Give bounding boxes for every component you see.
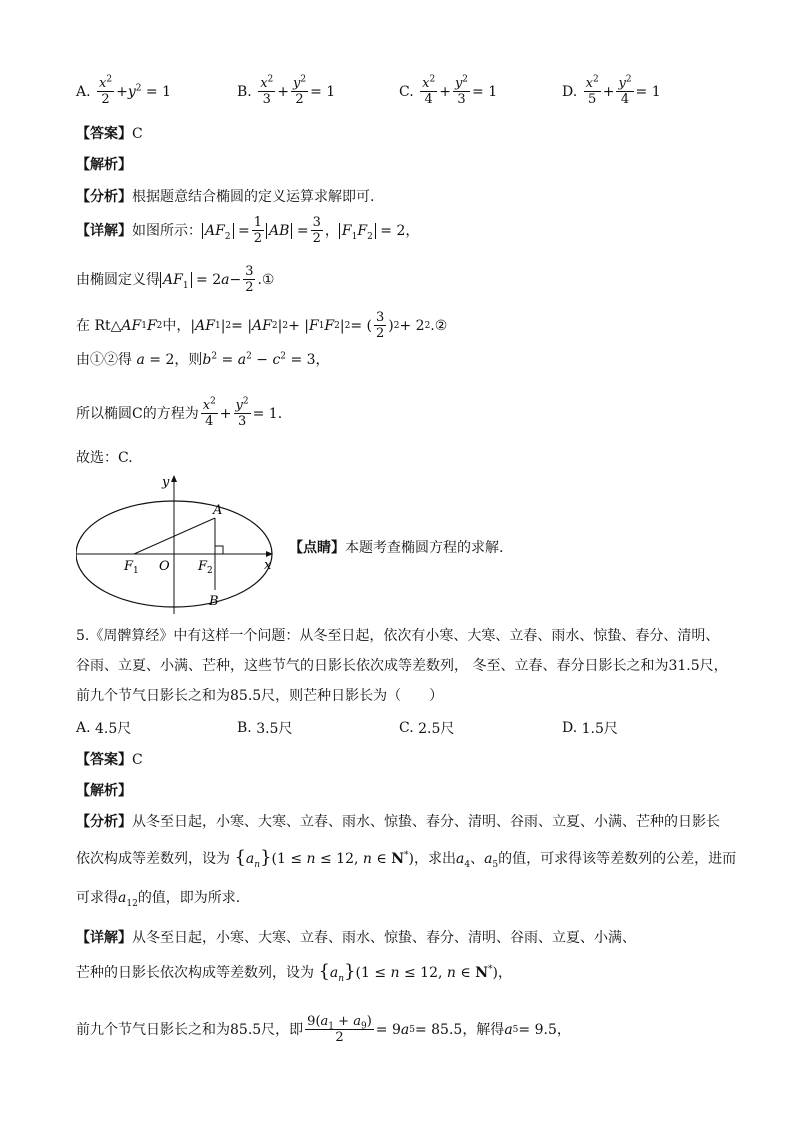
abs-af2: $AF_2$ [202, 223, 234, 239]
answer-tag: 【答案】 [76, 126, 132, 142]
q5-option-b [237, 718, 292, 738]
solve-prefix: 由①②得 [76, 352, 132, 368]
label-y: y [162, 475, 170, 490]
q5-answer [76, 750, 143, 770]
abs-f1f2: $F_1F_2$ [339, 223, 376, 239]
q5-stem-text: 5.《周髀算经》中有这样一个问题：从冬至日起，依次有小寒、大寒、立春、雨水、惊蛰、春分、清明、 [76, 628, 720, 644]
fraction: $\frac{3}{2}$ [245, 264, 254, 295]
q4-answer [76, 124, 143, 144]
q5-stem-text: 前九个节气日影长之和为85.5尺，则芒种日影长为（ ） [76, 688, 444, 704]
option-letter: C. [399, 83, 414, 100]
q4-analysis-tag [76, 155, 132, 175]
q4-fenxi [76, 187, 374, 207]
label-x: x [264, 558, 272, 573]
sequence-notation: $\{a_n\}(1 \le n \le 12$, n ∈ N*) [318, 961, 498, 984]
math-expr: $+y^2 = 1$ [116, 82, 172, 100]
option-c: C. $\frac{x^2}{4}$ + $\frac{y^2}{3}$ = 1 [399, 74, 498, 107]
dianjing-text: 本题考查椭圆方程的求解. [345, 540, 504, 556]
analysis-tag: 【解析】 [76, 783, 132, 799]
fraction: $\frac{3}{2}$ [375, 310, 385, 341]
q5-option-a [76, 718, 131, 738]
label-f2 [197, 559, 213, 576]
analysis-tag: 【解析】 [76, 157, 132, 173]
q4-solve: 由①②得 a = 2，则$b^2 = a^2 - c^2 = 3$， [76, 351, 330, 368]
xiangjie-tag: 【详解】 [76, 930, 132, 946]
q5-stem-line2 [76, 656, 728, 676]
fenxi-text: 依次构成等差数列，设为 [76, 851, 230, 867]
fenxi-text: 根据题意结合椭圆的定义运算求解即可. [132, 189, 375, 205]
rt-zhong: 中， [162, 317, 191, 334]
xiangjie-text: 芒种的日影长依次构成等差数列，设为 [76, 965, 314, 981]
q5-xiangjie-line3: 前九个节气日影长之和为85.5尺，即 $\frac{9(a_1 + a_9)}{2}$ = 9 a 5 = 85.5 ，解得 a 5 = 9.5， [76, 1014, 571, 1045]
fenxi-tag: 【分析】 [76, 189, 132, 205]
q4-right-triangle: 在 Rt△ AF 1 F 2 中， | AF 1 | 2 = | AF 2 | 2 + | F 1 F 2 | 2 = ( $\frac{3}{2}$ ) 2 + 2 2 .② [76, 310, 448, 341]
label-f1 [123, 559, 139, 576]
fraction: $\frac{9(a_1 + a_9)}{2}$ [307, 1014, 372, 1045]
q5-fenxi-line3: 可求得$a_{12}$的值，即为所求. [76, 890, 241, 909]
definition-text: 由椭圆定义得 [76, 271, 160, 288]
xiangjie-text: ， [497, 965, 512, 981]
solve-mid: ，则 [174, 352, 203, 368]
q4-definition: 由椭圆定义得 $AF_1$ = 2 a − $\frac{3}{2}$ .① [76, 264, 275, 295]
right-angle-mark [215, 546, 223, 554]
option-text: 2.5尺 [418, 721, 455, 737]
q5-stem-line1 [76, 626, 719, 646]
fenxi-text: 、 [470, 851, 485, 867]
xiangjie-tag: 【详解】 [76, 222, 132, 239]
q4-result: 所以椭圆C的方程为 $\frac{x^2}{4}$ + $\frac{y^2}{3}$ = 1. [76, 396, 283, 429]
option-letter: D. [562, 83, 578, 100]
fraction: $\frac{x^2}{4}$ [422, 74, 436, 107]
q5-stem-text: 谷雨、立夏、小满、芒种，这些节气的日影长依次成等差数列， 冬至、立春、春分日影长之和为31.5尺， [76, 658, 728, 674]
q5-xiangjie-line2 [76, 962, 512, 983]
q5-stem-line3 [76, 686, 443, 706]
ellipse-figure [76, 474, 286, 614]
fraction: $\frac{y^2}{2}$ [293, 74, 307, 107]
q5-fenxi-line1 [76, 812, 720, 832]
label-f2-sub: 2 [207, 566, 213, 576]
option-text: 3.5尺 [256, 721, 293, 737]
answer-value: C [132, 752, 143, 768]
label-f1-sub: 1 [133, 566, 139, 576]
fenxi-text: ，求出 [413, 851, 456, 867]
fraction: $\frac{x^2}{5}$ [585, 74, 599, 107]
answer-tag: 【答案】 [76, 752, 132, 768]
answer-value: C [132, 126, 143, 142]
option-letter: B. [237, 720, 252, 736]
rt-text: 在 [76, 317, 90, 334]
fenxi-tag: 【分析】 [76, 814, 132, 830]
q4-xiangjie: 【详解】 如图所示： $AF_2$ = $\frac{1}{2}$ AB = $\frac{3}{2}$ ， $F_1F_2$ = 2， [76, 215, 420, 246]
guxuan-text: 故选：C. [76, 450, 133, 466]
xiangjie-text: ，解得 [462, 1021, 505, 1038]
xiangjie-text: 从冬至日起，小寒、大寒、立春、雨水、惊蛰、春分、清明、谷雨、立夏、小满、 [132, 930, 636, 946]
q5-xiangjie-line1 [76, 928, 636, 948]
fraction: $\frac{y^2}{3}$ [454, 74, 469, 107]
option-text: 1.5尺 [581, 721, 618, 737]
sequence-notation: $\{a_n\}(1 \le n \le 12$, n ∈ N*) [234, 847, 414, 870]
fraction: $\frac{1}{2}$ [253, 215, 263, 246]
xiangjie-prefix: 如图所示： [132, 222, 202, 239]
option-letter: A. [76, 720, 91, 736]
q5-fenxi-line2: 依次构成等差数列，设为 $\{a_n\}(1 \le n \le 12$, n ∈ N*)，求出$a_4$、$a_5$的值，可求得该等差数列的公差，进而 [76, 847, 737, 870]
option-letter: A. [76, 83, 91, 100]
abs-ab: AB [266, 223, 292, 239]
fraction: $\frac{y^2}{4}$ [618, 74, 632, 107]
fenxi-text: 的值，可求得该等差数列的公差，进而 [498, 851, 737, 867]
fenxi-text: 从冬至日起，小寒、大寒、立春、雨水、惊蛰、春分、清明、谷雨、立夏、小满、芒种的日影长 [132, 814, 720, 830]
fraction: $\frac{y^2}{3}$ [235, 396, 249, 429]
dianjing-tag: 【点睛】 [289, 540, 345, 556]
option-letter: B. [237, 83, 252, 100]
fenxi-text: 可求得 [76, 890, 118, 906]
fraction: $\frac{x^2}{4}$ [202, 396, 216, 429]
abs-af1: $AF_1$ [160, 272, 192, 288]
q5-option-d [562, 718, 618, 738]
option-d: D. $\frac{x^2}{5}$ + $\frac{y^2}{4}$ = 1 [562, 74, 661, 107]
fraction: $\frac{x^2}{3}$ [260, 74, 274, 107]
label-a: A [213, 503, 223, 518]
label-f1-main: F [124, 559, 134, 574]
option-b: B. $\frac{x^2}{3}$ + $\frac{y^2}{2}$ = 1 [237, 74, 336, 107]
q4-dianjing [289, 537, 503, 557]
fraction: $\frac{x^2}{2}$ [99, 74, 113, 107]
label-b: B [209, 594, 219, 609]
label-f2-main: F [198, 559, 208, 574]
result-prefix: 所以椭圆C的方程为 [76, 405, 199, 422]
option-text: 4.5尺 [95, 721, 132, 737]
q5-option-c [399, 718, 454, 738]
y-axis-arrow-icon [171, 475, 177, 482]
xiangjie-text: 前九个节气日影长之和为85.5尺，即 [76, 1021, 304, 1038]
option-letter: C. [399, 720, 414, 736]
q4-guxuan [76, 448, 133, 468]
label-o: O [159, 559, 170, 574]
q5-analysis-tag [76, 781, 132, 801]
option-letter: D. [562, 720, 578, 736]
fenxi-text: 的值，即为所求. [137, 890, 241, 906]
option-a [76, 76, 171, 107]
fraction: $\frac{3}{2}$ [312, 215, 321, 246]
